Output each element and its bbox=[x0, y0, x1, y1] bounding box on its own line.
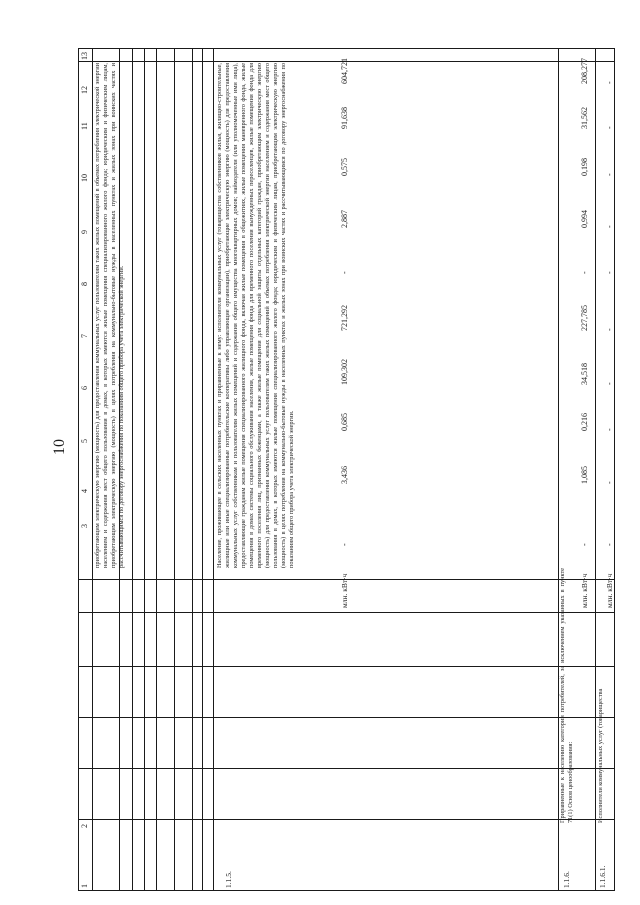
rule bbox=[78, 717, 615, 718]
row-1-c8: 721,292 bbox=[340, 305, 349, 331]
col-number-8: 8 bbox=[80, 282, 89, 286]
data-table bbox=[78, 48, 615, 890]
row-1-text: Население, проживающее в сельских населенных пунктах и приравненные к нему: исполнители коммунальных услуг (товарищества собственников жилья, жилищно-строительные, жилищные или иные специализированные потребительские кооперативы либо управляющие организации), приобретающие электрическую энергию (мощность) для предоставления коммунальных услуг собственникам и пользователям жилых помещений и содержания общего имущества многоквартирных домов; наймодатели (или уполномоченные ими лица), предоставляющие гражданам жилые помещения специализированного жилищного фонда, включая жилые помещения в общежитиях, жилые помещения маневренного фонда, жилые помещения в домах системы социального обслуживания населения, жилые помещения фонда для временного поселения вынужденных переселенцев, жилые помещения фонда для временного поселения лиц, признанных беженцами, а также жилые помещения для социальной защиты отдельных категорий граждан, приобретающим электрическую энергию (мощность) для предоставления коммунальных услуг пользователям таких жилых помещений в объемах потребления электрической энергии населением и содержания мест общего пользования в домах, в которых имеются жилые помещения специализированного жилого фонда; юридическим и физическим лицам, приобретающим электрическую энергию (мощность) в целях потребления на коммунально-бытовые нужды в населенных пунктах и жилых зонах при воинских частях и рассчитывающимся по договору энергоснабжения по показаниям общего прибора учета электрической энергии. bbox=[216, 63, 295, 568]
row-3-c12: - bbox=[605, 126, 614, 129]
rule bbox=[78, 768, 615, 769]
row-3-text: Исполнители коммунальных услуг (товарищества bbox=[597, 688, 604, 823]
row-2-c12: 31,562 bbox=[580, 107, 589, 129]
row-0-text: приобретающим электрическую энергию (мощность) для предоставления коммунальных услуг пользователям таких жилых помещений в объемах потребления электрической энергии населением и содержания мест общего пользования в домах, в которых имеются жилые помещения специализированного жилого фонда; юридическим и физическим лицам, приобретающим электрическую энергию (мощность) в целях потребления на коммунально-бытовые нужды в населенных пунктах и жилых зонах при воинских частях и рассчитывающимся по договору энергоснабжения по показаниям общего прибора учета электрической энергии. bbox=[94, 63, 125, 568]
col-number-11: 11 bbox=[80, 122, 89, 130]
row-2-text: Приравненные к населению категории потребителей, за исключением указанных в пункте 71(1) Основ ценообразования: bbox=[559, 568, 574, 823]
row-1-c4: - bbox=[340, 543, 349, 546]
rule bbox=[78, 612, 615, 613]
row-3-c13: - bbox=[605, 81, 614, 84]
rule bbox=[78, 48, 615, 49]
row-2-c11: 0,198 bbox=[580, 158, 589, 176]
row-3-c11: - bbox=[605, 173, 614, 176]
rule bbox=[614, 48, 615, 890]
rule bbox=[174, 48, 175, 890]
row-1-c12: 91,638 bbox=[340, 107, 349, 129]
row-2-c9: - bbox=[580, 271, 589, 274]
row-1-c11: 0,575 bbox=[340, 158, 349, 176]
row-3-c6: - bbox=[605, 428, 614, 431]
row-1-c9: - bbox=[340, 271, 349, 274]
col-number-9: 9 bbox=[80, 230, 89, 234]
row-1-c5: 3,436 bbox=[340, 466, 349, 484]
col-number-5: 5 bbox=[80, 439, 89, 443]
page-number: 10 bbox=[51, 439, 68, 455]
row-1-c6: 0,685 bbox=[340, 413, 349, 431]
col-number-6: 6 bbox=[80, 386, 89, 390]
col-number-4: 4 bbox=[80, 489, 89, 493]
row-2-unit: млн. кВт·ч bbox=[580, 573, 589, 608]
row-2-c10: 0,994 bbox=[580, 210, 589, 228]
rule bbox=[213, 48, 214, 890]
rule bbox=[92, 48, 93, 890]
row-2-c7: 34,518 bbox=[580, 363, 589, 385]
row-2-c4: - bbox=[580, 543, 589, 546]
rule bbox=[78, 890, 615, 891]
row-1-unit: млн. кВт·ч bbox=[340, 573, 349, 608]
rule bbox=[78, 819, 615, 820]
rule bbox=[595, 48, 596, 890]
row-3-c8: - bbox=[605, 328, 614, 331]
row-3-c9: - bbox=[605, 271, 614, 274]
row-2-c5: 1,085 bbox=[580, 466, 589, 484]
rule bbox=[192, 48, 193, 890]
rule bbox=[202, 48, 203, 890]
row-3-c10: - bbox=[605, 225, 614, 228]
row-2-code: 1.1.6. bbox=[562, 871, 571, 888]
row-3-unit: млн. кВт·ч bbox=[605, 573, 614, 608]
row-1-c10: 2,887 bbox=[340, 210, 349, 228]
col-number-1: 1 bbox=[80, 884, 89, 888]
col-number-12: 12 bbox=[80, 86, 89, 94]
row-1-c13: 604,721 bbox=[340, 58, 349, 84]
row-3-code: 1.1.6.1. bbox=[598, 865, 607, 888]
row-2-c6: 0,216 bbox=[580, 413, 589, 431]
row-1-c7: 109,302 bbox=[340, 359, 349, 385]
row-2-c13: 208,277 bbox=[580, 58, 589, 84]
rule bbox=[78, 48, 79, 890]
rule bbox=[156, 48, 157, 890]
col-number-13: 13 bbox=[80, 52, 89, 60]
row-3-c7: - bbox=[605, 382, 614, 385]
rule bbox=[78, 666, 615, 667]
col-number-2: 2 bbox=[80, 824, 89, 828]
row-2-c8: 227,785 bbox=[580, 305, 589, 331]
col-number-7: 7 bbox=[80, 334, 89, 338]
row-1-code: 1.1.5. bbox=[224, 871, 233, 888]
col-number-10: 10 bbox=[80, 174, 89, 182]
row-3-c5: - bbox=[605, 481, 614, 484]
col-number-3: 3 bbox=[80, 524, 89, 528]
row-3-c4: - bbox=[605, 543, 614, 546]
rule bbox=[144, 48, 145, 890]
rule bbox=[132, 48, 133, 890]
